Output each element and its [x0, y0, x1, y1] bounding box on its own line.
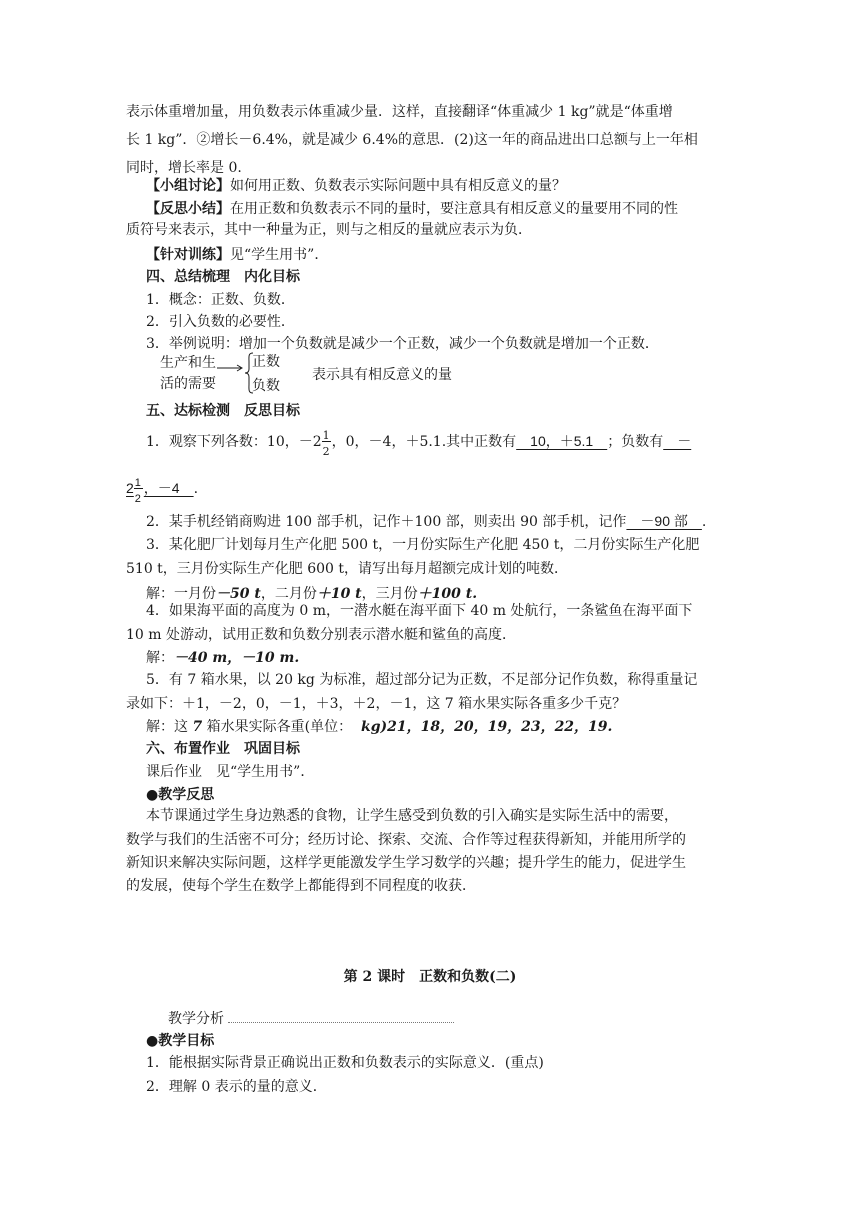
paragraph-line: 同时，增长率是 0.: [126, 160, 242, 176]
arrow-icon: [217, 363, 245, 373]
question-1: [146, 429, 692, 458]
paragraph-line: 长 1 kg”．②增长－6.4%，就是减少 6.4%的意思．(2)这一年的商品进出口总额与上一年相: [126, 132, 698, 148]
training-tag: 【针对训练】: [146, 247, 230, 263]
section-4-item-3: 3．举例说明：增加一个负数就是减少一个正数，减少一个负数就是增加一个正数．: [146, 336, 659, 352]
q2-text: 2．某手机经销商购进 100 部手机，记作＋100 部，则卖出 90 部手机，记作: [146, 514, 627, 530]
fraction-denominator: 2: [134, 493, 141, 506]
teaching-reflection-heading: ●教学反思: [146, 787, 215, 803]
answer-5: [146, 717, 612, 737]
lesson-title: 第 2 课时 正数和负数(二): [343, 969, 517, 985]
goal-1: 1．能根据实际背景正确说出正数和负数表示的实际意义．(重点): [146, 1055, 544, 1071]
analysis-label: 教学分析: [168, 1011, 224, 1027]
a5-count: 7: [192, 719, 203, 735]
diagram-negative: 负数: [252, 378, 280, 394]
fraction: [134, 477, 144, 506]
reflection-text-2: 质符号来表示，其中一种量为正，则与之相反的量就应表示为负．: [126, 222, 532, 238]
question-2: [146, 511, 706, 532]
section-6-heading: 六、布置作业 巩固目标: [146, 741, 300, 757]
a5-mid: 箱水果实际各重(单位：: [206, 719, 353, 735]
section-4-item-1: 1．概念：正数、负数．: [146, 292, 295, 308]
diagram-right: 表示具有相反意义的量: [312, 367, 452, 383]
training-text: 见“学生用书”．: [230, 247, 329, 263]
mixed-integer: 2: [126, 480, 134, 496]
concept-diagram: [160, 350, 480, 396]
fraction-numerator: 1: [322, 429, 330, 442]
diagram-left-1: 生产和生: [160, 355, 216, 371]
reflection-text: 在用正数和负数表示不同的量时，要注意具有相反意义的量要用不同的性: [230, 201, 678, 217]
q1-text-3: ；负数有: [607, 434, 664, 450]
goal-2: 2．理解 0 表示的量的意义．: [146, 1079, 327, 1095]
question-4: 4．如果海平面的高度为 0 m，一潜水艇在海平面下 40 m 处航行，一条鲨鱼在海平面下: [146, 603, 693, 619]
a3-mid-2: ，三月份: [361, 586, 418, 602]
answer-4: [146, 648, 299, 668]
fraction-numerator: 1: [134, 477, 141, 490]
reflection-tag: 【反思小结】: [146, 201, 230, 217]
question-4-cont: 10 m 处游动，试用正数和负数分别表示潜水艇和鲨鱼的高度．: [126, 627, 516, 643]
targeted-training: [146, 245, 328, 265]
question-5-cont: 录如下：＋1，－2，0，－1，＋3，＋2，－1，这 7 箱水果实际各重多少千克？: [126, 696, 627, 712]
section-6-item: 课后作业 见“学生用书”．: [146, 764, 315, 780]
paragraph-line: 表示体重增加量，用负数表示体重减少量．这样，直接翻译“体重减少 1 kg”就是“体重增: [126, 104, 673, 120]
question-1-cont: [126, 477, 199, 506]
a3-mid-1: ，二月份: [260, 586, 317, 602]
a3-pre: 解：一月份: [146, 586, 216, 602]
a3-value-1: －50 t: [216, 586, 261, 602]
discussion-text: 如何用正数、负数表示实际问题中具有相反意义的量？: [230, 178, 566, 194]
a3-value-3: ＋100 t.: [417, 586, 478, 602]
group-discussion: [146, 176, 566, 196]
section-4-heading: 四、总结梳理 内化目标: [146, 269, 300, 285]
a4-pre: 解：: [146, 650, 174, 666]
period: .: [701, 514, 707, 530]
q1-text: 1．观察下列各数：10，－2: [146, 434, 322, 450]
reflection-paragraph-line: 的发展，使每个学生在数学上都能得到不同程度的收获．: [126, 878, 476, 894]
reflection-paragraph-line: 本节课通过学生身边熟悉的食物，让学生感受到负数的引入确实是实际生活中的需要，: [146, 808, 678, 824]
teaching-analysis: [168, 1009, 454, 1029]
q1-answer-negative: [126, 477, 194, 506]
q2-answer: －90 部: [626, 513, 702, 529]
diagram-left-2: 活的需要: [160, 376, 216, 392]
question-3-cont: 510 t，三月份实际生产化肥 600 t，请写出每月超额完成计划的吨数．: [126, 561, 569, 577]
q1-answer-negative-start: －: [663, 433, 692, 449]
a4-values: －40 m，－10 m.: [174, 650, 300, 666]
period: .: [193, 481, 199, 497]
teaching-goals-heading: ●教学目标: [146, 1033, 215, 1049]
a5-pre: 解：这: [146, 719, 188, 735]
reflection-paragraph-line: 新知识来解决实际问题，这样学更能激发学生学习数学的兴趣；提升学生的能力，促进学生: [126, 855, 686, 871]
question-3: 3．某化肥厂计划每月生产化肥 500 t，一月份实际生产化肥 450 t，二月份实际生产化肥: [146, 537, 700, 553]
dotted-leader: [228, 1010, 454, 1023]
fraction: [322, 429, 332, 458]
a5-unit: kg): [361, 719, 388, 735]
a5-values: 21，18，20，19，23，22，19.: [387, 719, 613, 735]
reflection-paragraph-line: 数学与我们的生活密不可分；经历讨论、探索、交流、合作等过程获得新知，并能用所学的: [126, 832, 686, 848]
a3-value-2: ＋10 t: [316, 586, 362, 602]
section-4-item-2: 2．引入负数的必要性．: [146, 314, 295, 330]
section-5-heading: 五、达标检测 反思目标: [146, 403, 300, 419]
q1-answer-positive: 10，＋5.1: [516, 433, 608, 449]
diagram-positive: 正数: [252, 354, 280, 370]
reflection-summary: [146, 199, 678, 219]
fraction-denominator: 2: [322, 445, 330, 458]
discussion-tag: 【小组讨论】: [146, 178, 230, 194]
q1-text-2: ，0，－4，＋5.1.其中正数有: [331, 434, 517, 450]
question-5: 5．有 7 箱水果，以 20 kg 为标准，超过部分记为正数，不足部分记作负数，称得重量记: [146, 672, 698, 688]
answer-rest: ，－4: [143, 480, 194, 496]
